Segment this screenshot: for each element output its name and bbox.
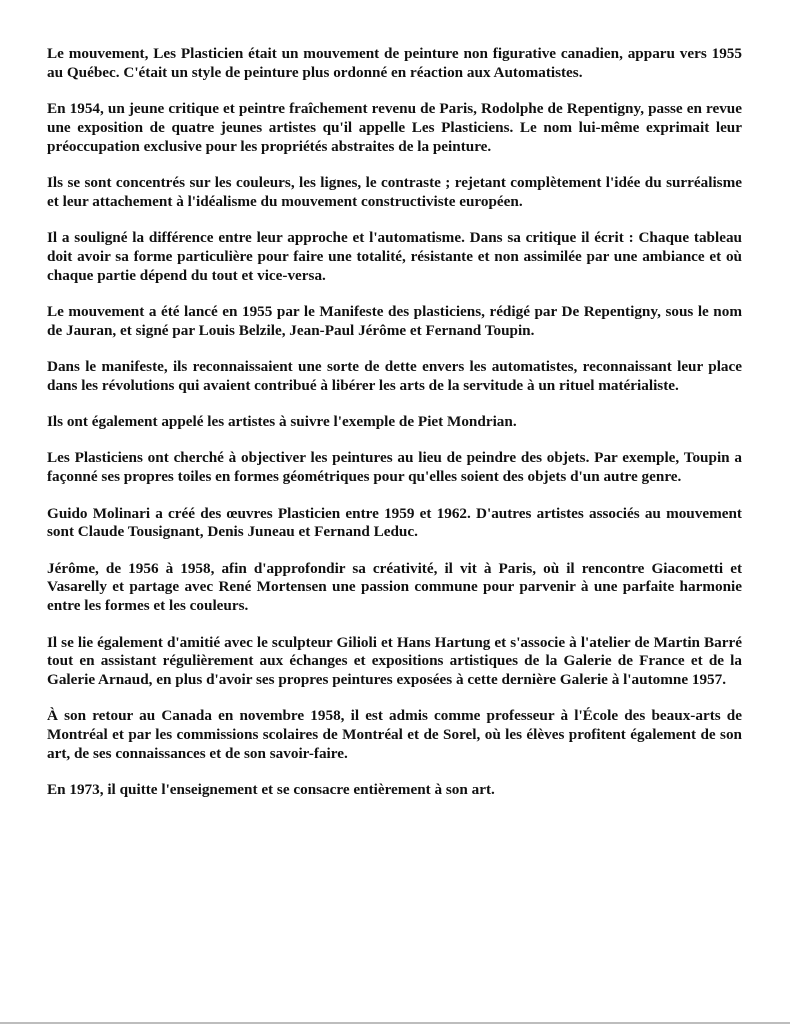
paragraph-5: Le mouvement a été lancé en 1955 par le Manifeste des plasticiens, rédigé par De Repentigny, sous le nom de Jauran, et signé par Louis Belzile, Jean-Paul Jérôme et Fernand Toupin. xyxy=(47,302,742,339)
paragraph-9: Guido Molinari a créé des œuvres Plasticien entre 1959 et 1962. D'autres artistes associés au mouvement sont Claude Tousignant, Denis Juneau et Fernand Leduc. xyxy=(47,504,742,541)
paragraph-7: Ils ont également appelé les artistes à suivre l'exemple de Piet Mondrian. xyxy=(47,413,517,431)
paragraph-1: Le mouvement, Les Plasticien était un mouvement de peinture non figurative canadien, apparu vers 1955 au Québec. C'était un style de peinture plus ordonné en réaction aux Automatistes. xyxy=(47,45,742,81)
paragraph-10: Jérôme, de 1956 à 1958, afin d'approfondir sa créativité, il vit à Paris, où il rencontre Giacometti et Vasarelly et partage avec René Mortensen une passion commune pour parvenir à une parfaite harmonie entre les formes et les couleurs. xyxy=(47,559,742,615)
paragraph-8: Les Plasticiens ont cherché à objectiver les peintures au lieu de peindre des objets. Par exemple, Toupin a façonné ses propres toiles en formes géométriques pour qu'elles soient des objets d'un autre genre. xyxy=(47,449,742,486)
paragraph-2: En 1954, un jeune critique et peintre fraîchement revenu de Paris, Rodolphe de Repentigny, passe en revue une exposition de quatre jeunes artistes qu'il appelle Les Plasticiens. Le nom lui-même exprimait leur préoccupation exclusive pour les propriétés abstraites de la peinture. xyxy=(47,100,742,155)
document-body xyxy=(47,45,742,818)
paragraph-12: À son retour au Canada en novembre 1958, il est admis comme professeur à l'École des beaux-arts de Montréal et par les commissions scolaires de Montréal et de Sorel, où les élèves profitent également de son art, de ses connaissances et de son savoir-faire. xyxy=(47,707,742,763)
paragraph-6: Dans le manifeste, ils reconnaissaient une sorte de dette envers les automatistes, reconnaissant leur place dans les révolutions qui avaient contribué à libérer les arts de la servitude à un rituel matérialiste. xyxy=(47,358,742,394)
paragraph-13: En 1973, il quitte l'enseignement et se consacre entièrement à son art. xyxy=(47,781,495,799)
paragraph-3: Ils se sont concentrés sur les couleurs, les lignes, le contraste ; rejetant complètement l'idée du surréalisme et leur attachement à l'idéalisme du mouvement constructiviste européen. xyxy=(47,173,742,210)
paragraph-11: Il se lie également d'amitié avec le sculpteur Gilioli et Hans Hartung et s'associe à l'atelier de Martin Barré tout en assistant régulièrement aux échanges et expositions artistiques de la Galerie de France et de la Galerie Arnaud, en plus d'avoir ses propres peintures exposées à cette dernière Galerie à l'automne 1957. xyxy=(47,633,742,689)
paragraph-4: Il a souligné la différence entre leur approche et l'automatisme. Dans sa critique il écrit : Chaque tableau doit avoir sa forme particulière pour faire une totalité, résistante et non assimilée par une ambiance et où chaque partie dépend du tout et vice-versa. xyxy=(47,229,742,284)
